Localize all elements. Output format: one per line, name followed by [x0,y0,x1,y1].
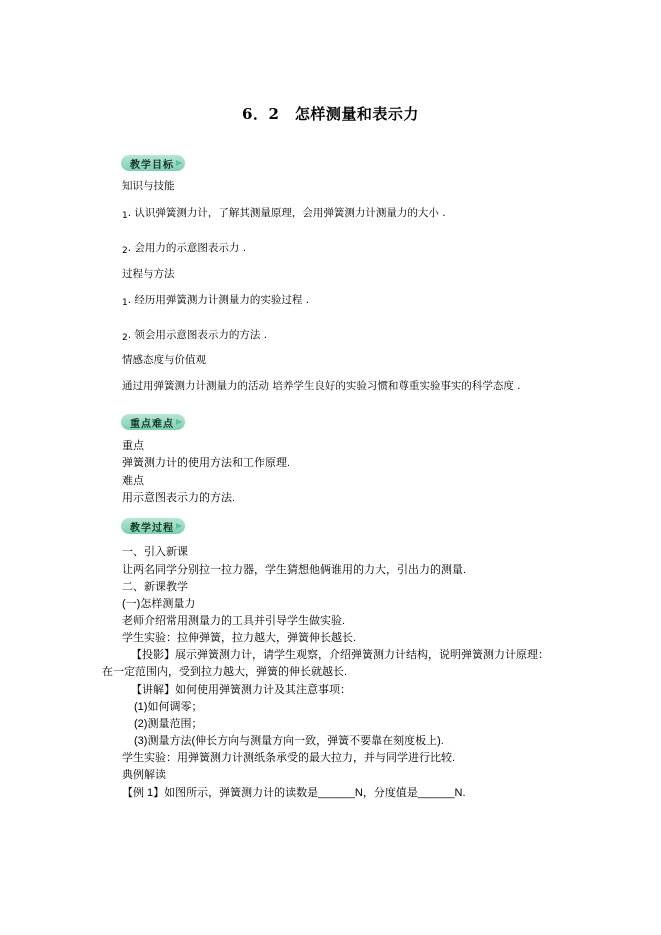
process-line-11: (2)测量范围； [134,718,203,730]
item-text: . 经历用弹簧测力计测量力的实验过程 . [127,294,310,306]
badge-label: 重点难点 [130,418,174,430]
process-line-10: (1)如何调零； [134,701,203,713]
difficult-heading: 难点 [122,475,144,487]
emotion-text: 通过用弹簧测力计测量力的活动 培养学生良好的实验习惯和尊重实验事实的科学态度 . [122,380,521,392]
key-text: 弹簧测力计的使用方法和工作原理. [122,457,291,469]
badge-arrow-icon [176,419,182,425]
process-line-8: 在一定范围内，受到拉力越大，弹簧的伸长就越长. [102,666,348,678]
process-line-2: 让两名同学分别拉一拉力器，学生猜想他俩谁用的力大，引出力的测量. [122,564,467,576]
item-number: 2 [122,333,128,343]
section-badge-process [121,518,185,534]
item-number: 2 [122,246,128,256]
page-title: 6．2 怎样测量和表示力 [242,105,419,123]
badge-arrow-icon [176,160,182,166]
process-line-12: (3)测量方法(伸长方向与测量方向一致，弹簧不要靠在刻度板上). [134,735,444,747]
process-line-13: 学生实验：用弹簧测力计测纸条承受的最大拉力，并与同学进行比较. [122,752,456,764]
knowledge-item-2 [122,242,246,258]
process-item-1 [122,294,309,310]
item-text: . 领会用示意图表示力的方法 . [127,329,268,341]
section-badge-key [121,414,185,430]
process-line-9: 【讲解】如何使用弹簧测力计及其注意事项： [131,684,351,696]
item-text: . 认识弹簧测力计，了解其测量原理，会用弹簧测力计测量力的大小 . [127,207,446,219]
process-line-7: 【投影】展示弹簧测力计，请学生观察，介绍弹簧测力计结构，说明弹簧测力计原理： [131,649,549,661]
process-line-3: 二、新课教学 [122,581,188,593]
knowledge-item-1 [122,207,446,223]
badge-label: 教学过程 [130,522,174,534]
badge-arrow-icon [176,523,182,529]
emotion-heading: 情感态度与价值观 [122,354,206,366]
process-line-15: 【例 1】如图所示，弹簧测力计的读数是______N，分度值是______N. [122,787,466,799]
process-heading: 过程与方法 [122,268,175,280]
process-line-6: 学生实验：拉伸弹簧，拉力越大，弹簧伸长越长. [122,632,357,644]
badge-label: 教学目标 [130,159,174,171]
process-line-4: (一)怎样测量力 [122,598,196,610]
process-line-1: 一、引入新课 [122,546,188,558]
process-line-14: 典例解读 [122,769,166,781]
item-number: 1 [122,211,128,221]
item-number: 1 [122,298,128,308]
difficult-text: 用示意图表示力的方法. [122,492,236,504]
process-line-5: 老师介绍常用测量力的工具并引导学生做实验. [122,615,346,627]
knowledge-heading: 知识与技能 [122,180,175,192]
item-text: . 会用力的示意图表示力 . [127,242,247,254]
section-badge-goals [121,155,185,171]
key-heading: 重点 [122,440,144,452]
process-item-2 [122,329,267,345]
